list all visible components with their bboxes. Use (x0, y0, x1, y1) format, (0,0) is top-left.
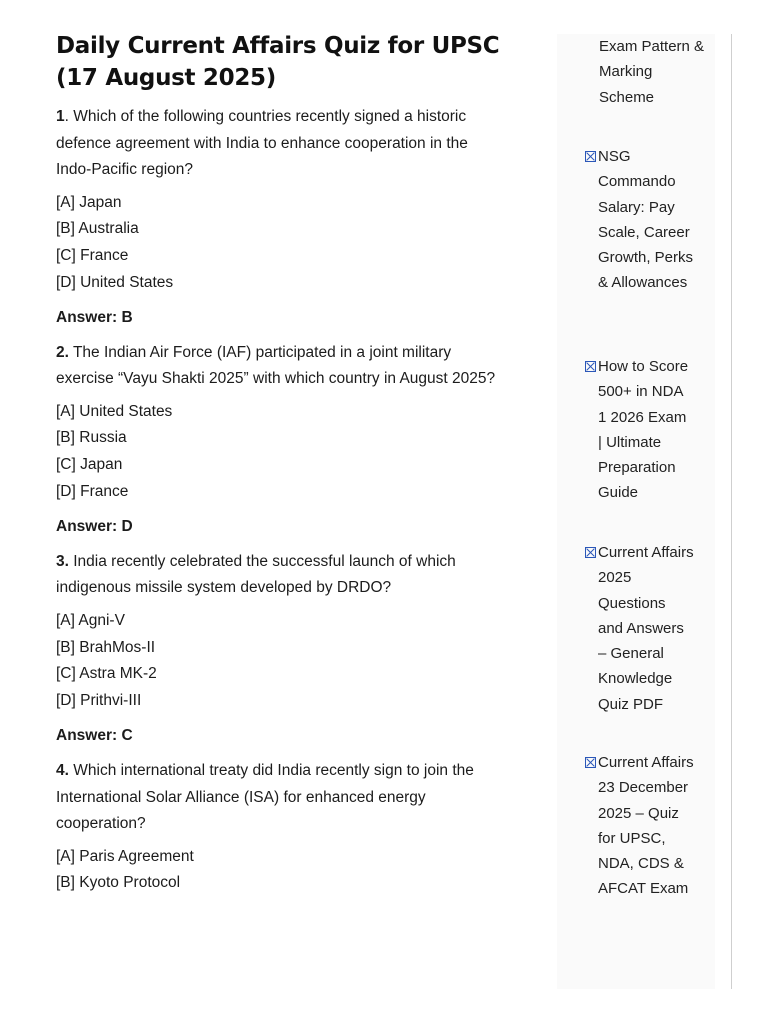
question-text (56, 104, 506, 184)
option-b: [B] Australia (56, 220, 139, 238)
option-c: [C] Astra MK-2 (56, 665, 157, 683)
option-b: [B] Kyoto Protocol (56, 874, 181, 892)
sidebar-item-current-affairs-23-december[interactable] (585, 750, 711, 902)
option-c: [C] Japan (56, 456, 123, 474)
broken-image-icon (585, 547, 596, 558)
question-body: Which international treaty did India recently sign to join the International Solar Alliance (ISA) for enhanced energy cooperation? (56, 762, 474, 833)
sidebar-item-label[interactable]: NSG Commando Salary: Pay Scale, Career Growth, Perks & Allowances (598, 148, 694, 292)
quiz-question-3 (56, 549, 506, 749)
sidebar-item-nda-score[interactable] (585, 354, 711, 506)
option-d: [D] France (56, 483, 129, 501)
option-list (56, 844, 506, 898)
quiz-question-1 (56, 104, 506, 331)
question-body: India recently celebrated the successful launch of which indigenous missile system developed by DRDO? (56, 552, 456, 597)
quiz-question-4 (56, 758, 506, 897)
option-list (56, 399, 506, 506)
sidebar-continued-link[interactable]: Exam Pattern & Marking Scheme (599, 38, 705, 106)
question-body: The Indian Air Force (IAF) participated in a joint military exercise “Vayu Shakti 2025” with which country in August 2025? (56, 343, 496, 388)
quiz-question-2 (56, 340, 506, 540)
option-d: [D] United States (56, 273, 174, 291)
option-list (56, 608, 506, 715)
page-title-line-2: (17 August 2025) (56, 65, 276, 91)
option-a: [A] United States (56, 402, 173, 420)
option-c: [C] France (56, 247, 129, 265)
sidebar-item-current-affairs-2025[interactable] (585, 540, 711, 717)
related-posts-sidebar (557, 34, 715, 989)
option-a: [A] Agni-V (56, 611, 125, 629)
question-text (56, 758, 506, 838)
option-b: [B] BrahMos-II (56, 638, 156, 656)
page-title-line-1: Daily Current Affairs Quiz for UPSC (56, 33, 500, 59)
sidebar-item-label[interactable]: Current Affairs 23 December 2025 – Quiz for UPSC, NDA, CDS & AFCAT Exam (598, 754, 694, 898)
question-number-separator: . (64, 108, 69, 125)
question-number: 2. (56, 343, 69, 361)
article-content (56, 30, 506, 897)
option-list (56, 190, 506, 297)
broken-image-icon (585, 151, 596, 162)
question-number: 3. (56, 552, 69, 570)
question-number: 4. (56, 762, 69, 780)
option-b: [B] Russia (56, 429, 127, 447)
broken-image-icon (585, 361, 596, 372)
sidebar-divider (731, 34, 732, 989)
question-text (56, 549, 506, 602)
sidebar-item-label[interactable]: How to Score 500+ in NDA 1 2026 Exam | Ultimate Preparation Guide (598, 358, 689, 502)
page-title (56, 30, 506, 94)
option-a: [A] Paris Agreement (56, 847, 194, 865)
question-body: Which of the following countries recently signed a historic defence agreement with India to enhance cooperation in the Indo-Pacific region? (56, 108, 468, 178)
question-text (56, 340, 506, 393)
option-a: [A] Japan (56, 193, 122, 211)
sidebar-item-nsg-salary[interactable] (585, 144, 711, 296)
sidebar-item-label[interactable]: Current Affairs 2025 Questions and Answers – General Knowledge Quiz PDF (598, 544, 694, 713)
option-d: [D] Prithvi-III (56, 692, 142, 710)
answer-label: Answer: C (56, 727, 133, 745)
question-number: 1 (56, 108, 65, 125)
answer-label: Answer: B (56, 308, 133, 326)
answer-label: Answer: D (56, 517, 133, 535)
broken-image-icon (585, 757, 596, 768)
